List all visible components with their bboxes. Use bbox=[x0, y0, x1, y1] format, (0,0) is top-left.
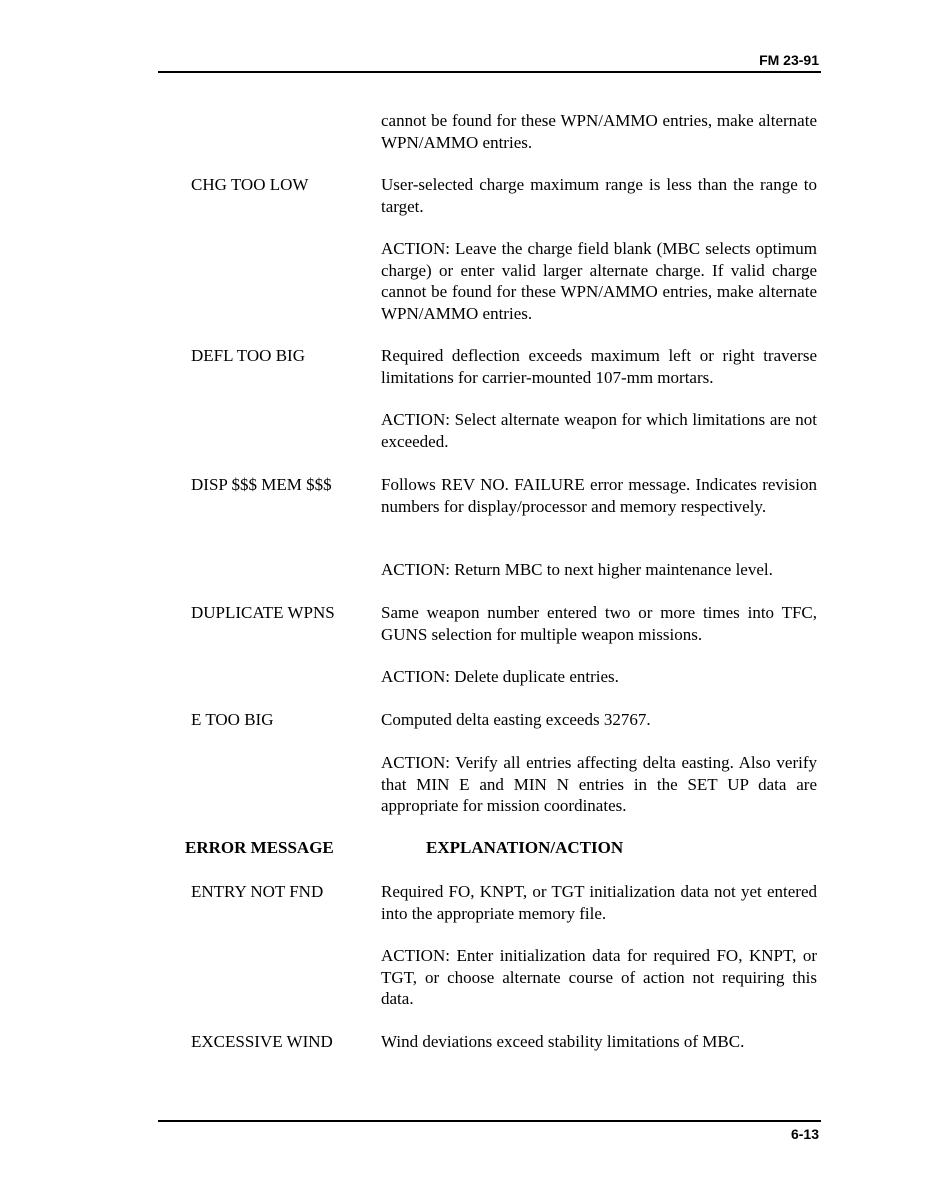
explanation-excessive-wind: Wind deviations exceed stability limitations of MBC. bbox=[381, 1032, 745, 1051]
error-message-excessive-wind: EXCESSIVE WIND bbox=[191, 1032, 333, 1051]
explanation-chg-too-low: User-selected charge maximum range is less than the range to target. bbox=[381, 175, 817, 216]
action-e-too-big: ACTION: Verify all entries affecting delta easting. Also verify that MIN E and MIN N entries in the SET UP data are appropriate for mission coordinates. bbox=[381, 753, 817, 815]
action-entry-not-fnd: ACTION: Enter initialization data for required FO, KNPT, or TGT, or choose alternate course of action not requiring this data. bbox=[381, 946, 817, 1008]
action-chg-too-low: ACTION: Leave the charge field blank (MBC selects optimum charge) or enter valid larger alternate charge. If valid charge cannot be found for these WPN/AMMO entries, make alternate WPN/AMMO entries. bbox=[381, 239, 817, 323]
error-message-chg-too-low: CHG TOO LOW bbox=[191, 175, 309, 194]
page-number: 6-13 bbox=[790, 1126, 819, 1142]
action-disp-mem: ACTION: Return MBC to next higher maintenance level. bbox=[381, 560, 773, 579]
header-rule bbox=[158, 71, 821, 73]
explanation-defl-too-big: Required deflection exceeds maximum left or right traverse limitations for carrier-mounted 107-mm mortars. bbox=[381, 346, 817, 387]
action-defl-too-big: ACTION: Select alternate weapon for which limitations are not exceeded. bbox=[381, 410, 817, 451]
continuation-text: cannot be found for these WPN/AMMO entries, make alternate WPN/AMMO entries. bbox=[381, 111, 817, 152]
error-message-duplicate-wpns: DUPLICATE WPNS bbox=[191, 603, 335, 622]
column-heading-explanation-action: EXPLANATION/ACTION bbox=[426, 838, 624, 857]
explanation-duplicate-wpns: Same weapon number entered two or more times into TFC, GUNS selection for multiple weapon missions. bbox=[381, 603, 817, 644]
error-message-disp-mem: DISP $$$ MEM $$$ bbox=[191, 475, 332, 494]
explanation-disp-mem: Follows REV NO. FAILURE error message. Indicates revision numbers for display/processor and memory respectively. bbox=[381, 475, 817, 516]
column-heading-error-message: ERROR MESSAGE bbox=[185, 838, 334, 857]
error-message-entry-not-fnd: ENTRY NOT FND bbox=[191, 882, 324, 901]
footer-rule bbox=[158, 1120, 821, 1122]
manual-id: FM 23-91 bbox=[759, 52, 819, 68]
error-message-defl-too-big: DEFL TOO BIG bbox=[191, 346, 305, 365]
action-duplicate-wpns: ACTION: Delete duplicate entries. bbox=[381, 667, 619, 686]
error-message-e-too-big: E TOO BIG bbox=[191, 710, 274, 729]
explanation-entry-not-fnd: Required FO, KNPT, or TGT initialization data not yet entered into the appropriate memory file. bbox=[381, 882, 817, 923]
explanation-e-too-big: Computed delta easting exceeds 32767. bbox=[381, 710, 651, 729]
